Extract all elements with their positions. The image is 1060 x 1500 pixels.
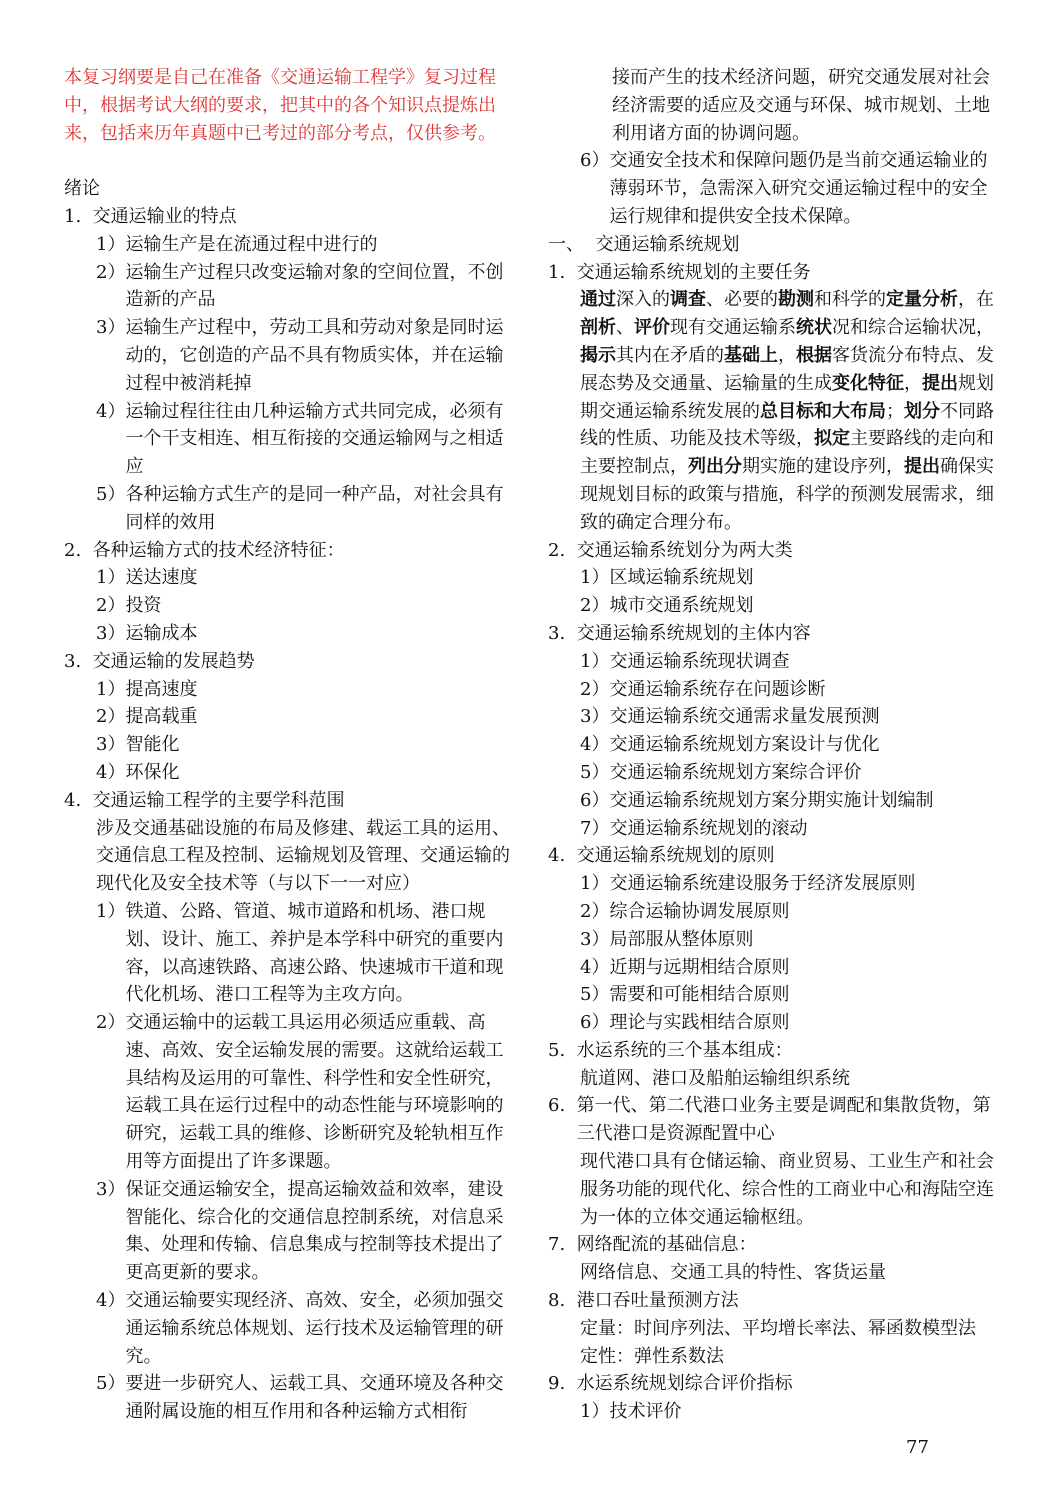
list-item xyxy=(580,870,998,898)
text-run: 不同路线的性质、功能及技术等级， xyxy=(580,400,994,450)
text-run: 航道网、港口及船舶运输组织系统 xyxy=(580,1067,850,1089)
list-item-text xyxy=(125,564,516,592)
text-run: 运输生产是在流通过程中进行的 xyxy=(125,233,378,255)
text-run: 交通运输系统规划 xyxy=(595,233,740,255)
text-run: ，在 xyxy=(958,289,994,311)
list-item-text xyxy=(577,1092,998,1148)
text-run: 交通运输系统规划的主要任务 xyxy=(576,261,811,283)
list-item-text xyxy=(609,1398,998,1426)
bold-keyword: 勘测 xyxy=(778,289,814,311)
list-item xyxy=(580,676,998,704)
list-marker: 1. xyxy=(548,261,577,283)
list-marker: 3. xyxy=(548,622,577,644)
text-run: 交通运输系统规划的原则 xyxy=(576,845,775,867)
list-marker: 9. xyxy=(548,1373,577,1395)
list-item xyxy=(580,147,998,230)
list-marker: 6. xyxy=(548,1095,577,1117)
list-marker: 3） xyxy=(96,317,126,339)
text-run: 交通安全技术和保障问题仍是当前交通运输业的薄弱环节，急需深入研究交通运输过程中的安全运行规律和提供安全技术保障。 xyxy=(609,150,988,227)
list-item-text xyxy=(609,815,998,843)
list-marker: 2） xyxy=(580,595,610,617)
list-marker: 2. xyxy=(64,539,93,561)
paragraph xyxy=(580,1148,998,1231)
text-run: 现代港口具有仓储运输、商业贸易、工业生产和社会服务功能的现代化、综合性的工商业中心和海陆空连为一体的立体交通运输枢纽。 xyxy=(580,1151,994,1228)
list-marker: 8. xyxy=(548,1290,577,1312)
text-run: 智能化 xyxy=(125,734,180,756)
list-item xyxy=(580,898,998,926)
list-marker: 1） xyxy=(580,567,610,589)
text-run: 交通运输系统建设服务于经济发展原则 xyxy=(609,873,916,895)
list-item-text xyxy=(577,1370,998,1398)
list-item-text xyxy=(125,703,516,731)
bold-keyword: 定量分析 xyxy=(886,289,958,311)
bold-keyword: 评价 xyxy=(634,317,670,339)
text-run: 交通运输业的特点 xyxy=(92,205,237,227)
list-item xyxy=(96,620,516,648)
text-run: 现有交通运输系 xyxy=(670,317,796,339)
list-item xyxy=(580,703,998,731)
text-run: 深入的 xyxy=(616,289,670,311)
list-item xyxy=(96,398,516,481)
list-marker: 2） xyxy=(96,595,126,617)
list-item-text xyxy=(609,592,998,620)
paragraph xyxy=(580,286,998,536)
text-run: 城市交通系统规划 xyxy=(609,595,754,617)
list-item-text xyxy=(609,787,998,815)
list-marker: 2. xyxy=(548,539,577,561)
text-run: 运输生产过程只改变运输对象的空间位置，不创造新的产品 xyxy=(125,261,504,311)
bold-keyword: 调查 xyxy=(670,289,706,311)
list-item-text xyxy=(609,147,998,230)
list-item-text xyxy=(125,1009,516,1176)
list-item-text xyxy=(577,842,998,870)
list-item-text xyxy=(609,759,998,787)
list-item-text xyxy=(595,231,998,259)
list-item xyxy=(580,564,998,592)
text-run: 水运系统的三个基本组成： xyxy=(576,1039,793,1061)
list-item-text xyxy=(125,1370,516,1426)
list-item-text xyxy=(125,676,516,704)
list-item-text xyxy=(609,564,998,592)
list-item-text xyxy=(609,926,998,954)
list-item-text xyxy=(93,537,516,565)
list-marker: 4） xyxy=(580,734,610,756)
list-item xyxy=(580,592,998,620)
list-marker: 1. xyxy=(64,205,93,227)
list-marker: 4） xyxy=(96,761,126,783)
text-run: 交通运输系统规划方案综合评价 xyxy=(609,761,862,783)
text-run: 运输过程往往由几种运输方式共同完成，必须有一个干支相连、相互衔接的交通运输网与之相适应 xyxy=(125,400,504,478)
list-item xyxy=(96,1287,516,1370)
list-item xyxy=(548,1231,998,1259)
text-run: 交通运输的发展趋势 xyxy=(92,650,255,672)
list-item-text xyxy=(93,648,516,676)
text-run: 绪论 xyxy=(64,178,100,200)
text-run: 需要和可能相结合原则 xyxy=(609,984,790,1006)
text-run: 确保实现规划目标的政策与措施，科学的预测发展需求，细致的确定合理分布。 xyxy=(580,456,994,533)
text-run: 运输成本 xyxy=(125,622,198,644)
list-item xyxy=(96,703,516,731)
list-marker: 6） xyxy=(580,1012,610,1034)
paragraph xyxy=(580,1065,998,1093)
list-marker: 3） xyxy=(580,928,610,950)
text-run: ， xyxy=(778,344,796,366)
list-marker: 1） xyxy=(580,1401,610,1423)
text-run: 交通运输工程学的主要学科范围 xyxy=(92,789,345,811)
list-item-text xyxy=(609,648,998,676)
list-item xyxy=(64,203,516,231)
list-item xyxy=(580,731,998,759)
list-item xyxy=(580,981,998,1009)
bold-keyword: 划分 xyxy=(904,400,940,422)
intro-note xyxy=(64,64,516,147)
list-item-text xyxy=(125,1287,516,1370)
list-item xyxy=(64,648,516,676)
list-item xyxy=(96,564,516,592)
bold-keyword: 列出分 xyxy=(688,456,742,478)
bold-keyword: 提出 xyxy=(904,456,940,478)
list-item xyxy=(548,1287,998,1315)
text-run: 铁道、公路、管道、城市道路和机场、港口规划、设计、施工、养护是本学科中研究的重要内容，以高速铁路、高速公路、快速城市干道和现代化机场、港口工程等为主攻方向。 xyxy=(125,900,504,1006)
list-item-text xyxy=(577,259,998,287)
text-run: 接而产生的技术经济问题，研究交通发展对社会经济需要的适应及交通与环保、城市规划、土地利用诸方面的协调问题。 xyxy=(612,67,990,144)
list-item xyxy=(580,954,998,982)
paragraph xyxy=(612,64,998,147)
text-run: 和科学的 xyxy=(814,289,886,311)
page-number: 77 xyxy=(906,1437,929,1458)
list-marker: 3） xyxy=(96,734,126,756)
text-run: 交通运输系统规划的滚动 xyxy=(609,817,808,839)
list-item-text xyxy=(609,954,998,982)
bold-keyword: 拟定 xyxy=(814,428,850,450)
text-run: 运输生产过程中，劳动工具和劳动对象是同时运动的，它创造的产品不具有物质实体，并在运输过程中被消耗掉 xyxy=(125,317,504,394)
text-run: 交通运输系统规划方案设计与优化 xyxy=(609,734,880,756)
list-marker: 1） xyxy=(580,650,610,672)
list-item-text xyxy=(609,731,998,759)
list-marker: 3） xyxy=(96,1178,126,1200)
list-item xyxy=(64,537,516,565)
list-marker: 3） xyxy=(580,706,610,728)
text-run: 理论与实践相结合原则 xyxy=(609,1012,790,1034)
text-run: 第一代、第二代港口业务主要是调配和集散货物，第三代港口是资源配置中心 xyxy=(576,1095,991,1145)
text-run: 投资 xyxy=(125,595,162,617)
list-marker: 2） xyxy=(96,706,126,728)
list-marker: 1） xyxy=(96,678,126,700)
list-item-text xyxy=(125,592,516,620)
text-run: 技术评价 xyxy=(609,1401,682,1423)
paragraph xyxy=(580,1343,998,1371)
list-item xyxy=(96,231,516,259)
bold-keyword: 总目标和大布局 xyxy=(760,400,886,422)
text-run: 、必要的 xyxy=(706,289,778,311)
list-item-text xyxy=(93,787,516,815)
list-marker: 1） xyxy=(580,873,610,895)
list-item-text xyxy=(577,1037,998,1065)
list-marker: 1） xyxy=(96,900,126,922)
list-marker: 6） xyxy=(580,789,610,811)
text-run: 提高速度 xyxy=(125,678,198,700)
list-marker: 4. xyxy=(548,845,577,867)
list-item-text xyxy=(577,620,998,648)
text-run: 交通运输系统划分为两大类 xyxy=(576,539,793,561)
list-item xyxy=(548,1037,998,1065)
left-column xyxy=(64,64,516,1426)
list-item xyxy=(96,731,516,759)
list-marker: 1） xyxy=(96,233,126,255)
text-run: 网络配流的基础信息： xyxy=(576,1234,757,1256)
text-run: 交通运输系统交通需求量发展预测 xyxy=(609,706,880,728)
list-item-text xyxy=(577,537,998,565)
list-marker: 5） xyxy=(96,483,126,505)
list-marker: 4） xyxy=(96,400,126,422)
list-item xyxy=(548,1370,998,1398)
list-item xyxy=(96,1009,516,1176)
list-item-text xyxy=(125,759,516,787)
list-marker: 3. xyxy=(64,650,93,672)
list-item-text xyxy=(125,231,516,259)
text-run: 交通运输中的运载工具运用必须适应重载、高速、高效、安全运输发展的需要。这就给运载工具结构及运用的可靠性、科学性和安全性研究，运载工具在运行过程中的动态性能与环境影响的研究，运载工具的维修、诊断研究及轮轨相互作用等方面提出了许多课题。 xyxy=(125,1012,504,1173)
list-marker: 4） xyxy=(580,956,610,978)
list-item xyxy=(96,259,516,315)
text-run: 、 xyxy=(616,317,634,339)
paragraph xyxy=(580,1315,998,1343)
text-run: 规划期交通运输系统发展的 xyxy=(580,372,994,422)
list-item xyxy=(580,648,998,676)
text-run: 保证交通运输安全，提高运输效益和效率，建设智能化、综合化的交通信息控制系统，对信息采集、处理和传输、信息集成与控制等技术提出了更高更新的要求。 xyxy=(125,1178,504,1284)
list-item-text xyxy=(609,898,998,926)
text-run: 其内在矛盾的 xyxy=(616,344,724,366)
list-marker: 7. xyxy=(548,1234,577,1256)
text-run: 交通运输系统现状调查 xyxy=(609,650,790,672)
text-run: 环保化 xyxy=(125,761,180,783)
list-item xyxy=(580,759,998,787)
list-item xyxy=(548,620,998,648)
list-item xyxy=(548,231,998,259)
list-marker: 6） xyxy=(580,150,610,172)
bold-keyword: 提出 xyxy=(922,372,958,394)
list-item xyxy=(96,676,516,704)
text-run: 近期与远期相结合原则 xyxy=(609,956,790,978)
bold-keyword: 统状 xyxy=(796,317,832,339)
text-run: 要进一步研究人、运载工具、交通环境及各种交通附属设施的相互作用和各种运输方式相衔 xyxy=(125,1373,504,1423)
text-run: ； xyxy=(886,400,904,422)
text-run: 综合运输协调发展原则 xyxy=(609,900,790,922)
list-marker: 5） xyxy=(580,761,610,783)
list-item xyxy=(580,787,998,815)
list-item xyxy=(96,314,516,397)
list-item xyxy=(548,842,998,870)
section-heading xyxy=(64,175,516,203)
list-item-text xyxy=(609,676,998,704)
text-run: 主要路线的走向和主要控制点， xyxy=(580,428,994,478)
text-run: 况和综合运输状况， xyxy=(832,317,994,339)
bold-keyword: 揭示 xyxy=(580,344,616,366)
text-run: 区域运输系统规划 xyxy=(609,567,754,589)
bold-keyword: 剖析 xyxy=(580,317,616,339)
list-marker: 2） xyxy=(580,678,610,700)
list-item xyxy=(548,537,998,565)
list-marker: 2） xyxy=(96,261,126,283)
text-run: ， xyxy=(904,372,922,394)
list-item xyxy=(96,1370,516,1426)
text-run: 客货流分布特点、发展态势及交通量、运输量的生成 xyxy=(580,344,994,394)
list-item-text xyxy=(125,1176,516,1287)
list-item xyxy=(548,259,998,287)
text-run: 各种运输方式的技术经济特征： xyxy=(92,539,345,561)
bold-keyword: 通过 xyxy=(580,289,616,311)
list-item-text xyxy=(93,203,516,231)
list-item xyxy=(96,592,516,620)
list-marker: 5） xyxy=(96,1373,126,1395)
list-item-text xyxy=(609,1009,998,1037)
text-run: 水运系统规划综合评价指标 xyxy=(576,1373,793,1395)
paragraph xyxy=(96,815,516,898)
list-item-text xyxy=(125,620,516,648)
list-item-text xyxy=(125,731,516,759)
right-column xyxy=(548,64,998,1426)
list-marker: 5. xyxy=(548,1039,577,1061)
bold-keyword: 根据 xyxy=(796,344,832,366)
list-item-text xyxy=(577,1231,998,1259)
text-run: 提高载重 xyxy=(125,706,198,728)
list-item xyxy=(96,759,516,787)
text-run: 涉及交通基础设施的布局及修建、载运工具的运用、交通信息工程及控制、运输规划及管理、交通运输的现代化及安全技术等（与以下一一对应） xyxy=(96,817,510,895)
text-run: 各种运输方式生产的是同一种产品，对社会具有同样的效用 xyxy=(125,483,504,533)
text-run: 本复习纲要是自己在准备《交通运输工程学》复习过程中，根据考试大纲的要求，把其中的各个知识点提炼出来，包括来历年真题中已考过的部分考点，仅供参考。 xyxy=(64,67,496,144)
list-marker: 3） xyxy=(96,622,126,644)
list-item-text xyxy=(577,1287,998,1315)
list-marker: 2） xyxy=(96,1012,126,1034)
list-marker: 7） xyxy=(580,817,610,839)
list-item xyxy=(580,1009,998,1037)
list-marker: 4. xyxy=(64,789,93,811)
list-item xyxy=(580,1398,998,1426)
text-run: 局部服从整体原则 xyxy=(609,928,754,950)
text-run: 定性：弹性系数法 xyxy=(580,1345,724,1367)
list-item-text xyxy=(125,398,516,481)
list-item xyxy=(96,1176,516,1287)
text-run: 交通运输要实现经济、高效、安全，必须加强交通运输系统总体规划、运行技术及运输管理的研究。 xyxy=(125,1290,504,1367)
list-item-text xyxy=(609,703,998,731)
list-marker: 2） xyxy=(580,900,610,922)
text-run: 网络信息、交通工具的特性、客货运量 xyxy=(580,1262,886,1284)
text-run: 交通运输系统规划的主体内容 xyxy=(576,622,811,644)
list-item-text xyxy=(609,981,998,1009)
list-item-text xyxy=(125,898,516,1009)
bold-keyword: 基础上 xyxy=(724,344,778,366)
list-marker: 一、 xyxy=(548,233,596,255)
list-marker: 5） xyxy=(580,984,610,1006)
text-run: 交通运输系统规划方案分期实施计划编制 xyxy=(609,789,934,811)
text-run: 港口吞吐量预测方法 xyxy=(576,1290,739,1312)
list-item-text xyxy=(125,314,516,397)
list-item xyxy=(580,815,998,843)
list-item xyxy=(96,898,516,1009)
list-marker: 4） xyxy=(96,1290,126,1312)
text-run: 交通运输系统存在问题诊断 xyxy=(609,678,826,700)
list-item xyxy=(96,481,516,537)
list-item xyxy=(580,926,998,954)
paragraph xyxy=(580,1259,998,1287)
bold-keyword: 变化特征 xyxy=(832,372,904,394)
list-item xyxy=(64,787,516,815)
list-item-text xyxy=(125,481,516,537)
list-item-text xyxy=(609,870,998,898)
list-item-text xyxy=(125,259,516,315)
text-run: 送达速度 xyxy=(125,567,198,589)
list-item xyxy=(548,1092,998,1148)
list-marker: 1） xyxy=(96,567,126,589)
text-run: 定量：时间序列法、平均增长率法、幂函数模型法 xyxy=(580,1317,976,1339)
text-run: 期实施的建设序列， xyxy=(742,456,904,478)
